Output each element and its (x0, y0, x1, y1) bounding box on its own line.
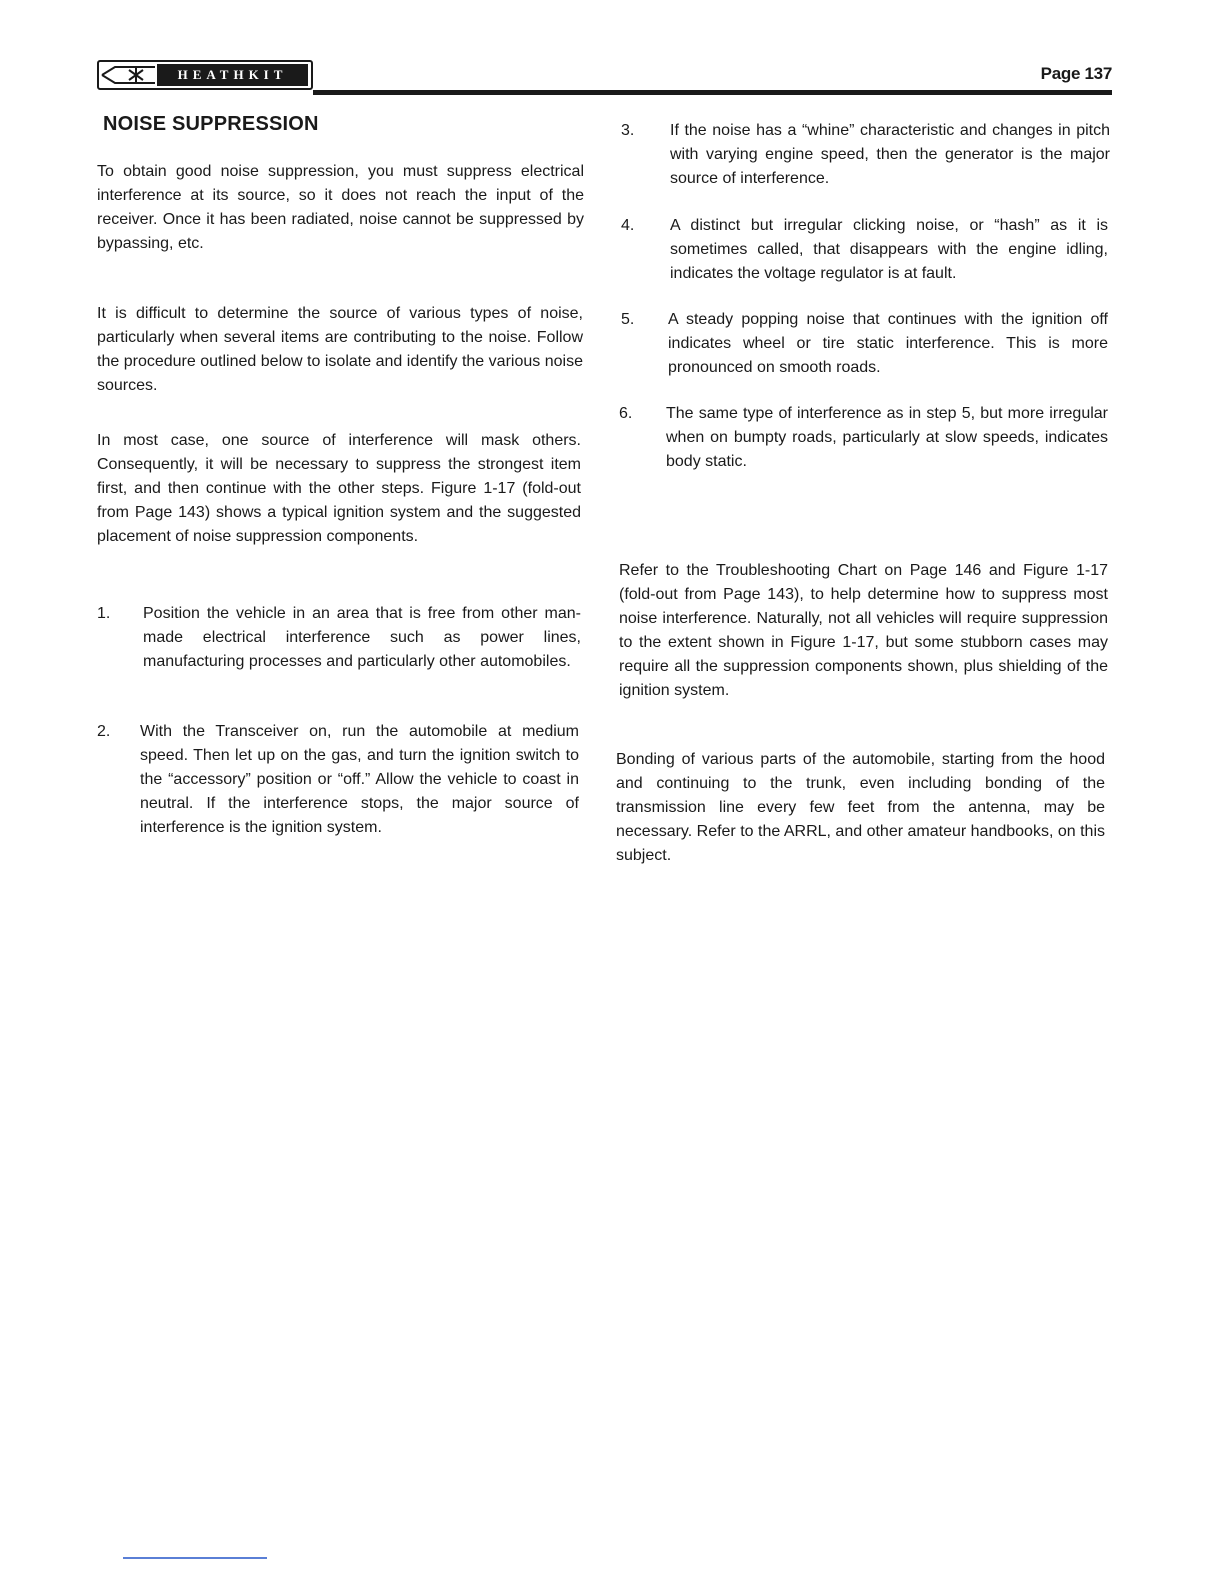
page-number: Page 137 (1040, 64, 1112, 83)
step-text: A distinct but irregular clicking noise, or “hash” as it is sometimes called, that disappears with the engine idling, indicates the voltage regulator is at fault. (670, 217, 1108, 282)
step-text: The same type of interference as in step 5, but more irregular when on bumpty roads, particularly at slow speeds, indicates body static. (666, 405, 1108, 470)
heathkit-logo (97, 60, 313, 90)
step-text: A steady popping noise that continues with the ignition off indicates wheel or tire static interference. This is more pronounced on smooth roads. (668, 311, 1108, 376)
masking-paragraph: In most case, one source of interference will mask others. Consequently, it will be necessary to suppress the strongest item first, and then continue with the other steps. Figure 1-17 (fold-out from Page 143) shows a typical ignition system and the suggested placement of noise suppression components. (97, 432, 581, 545)
step-3 (621, 119, 1110, 191)
step-text: With the Transceiver on, run the automobile at medium speed. Then let up on the gas, and turn the ignition switch to the “accessory” position or “off.” Allow the vehicle to coast in neutral. If the interference stops, the major source of interference is the ignition system. (140, 723, 579, 836)
section-title: NOISE SUPPRESSION (103, 113, 319, 135)
step-2 (97, 720, 579, 866)
step-text: If the noise has a “whine” characteristic and changes in pitch with varying engine speed, then the generator is the major source of interference. (670, 122, 1110, 187)
step-number: 3. (621, 122, 635, 139)
heathkit-emblem-icon (99, 62, 157, 88)
step-number: 5. (621, 311, 635, 328)
bonding-paragraph: Bonding of various parts of the automobile, starting from the hood and continuing to the trunk, even including bonding of the transmission line every few feet from the antenna, may be necessary. Refer to the ARRL, and other amateur handbooks, on this subject. (616, 751, 1105, 864)
step-5 (621, 308, 1108, 380)
brand-name: HEATHKIT (157, 64, 308, 86)
step-number: 2. (97, 723, 111, 740)
difficulty-paragraph: It is difficult to determine the source of various types of noise, particularly when several items are contributing to the noise. Follow the procedure outlined below to isolate and identify the various noise sources. (97, 305, 583, 394)
step-4 (621, 214, 1108, 286)
step-6 (619, 402, 1108, 474)
step-1 (97, 602, 581, 698)
step-number: 4. (621, 217, 635, 234)
troubleshooting-paragraph: Refer to the Troubleshooting Chart on Page 146 and Figure 1-17 (fold-out from Page 143), to help determine how to suppress most noise interference. Naturally, not all vehicles will require suppression to the extent shown in Figure 1-17, but some stubborn cases may require all the suppression components shown, plus shielding of the ignition system. (619, 562, 1108, 699)
header-rule (313, 90, 1112, 95)
step-number: 6. (619, 405, 633, 422)
step-text: Position the vehicle in an area that is free from other man-made electrical interference such as power lines, manufacturing processes and particularly other automobiles. (143, 605, 581, 670)
intro-paragraph: To obtain good noise suppression, you must suppress electrical interference at its source, so it does not reach the input of the receiver. Once it has been radiated, noise cannot be suppressed by bypassing, etc. (97, 163, 584, 252)
footer-link-underline (123, 1557, 267, 1559)
step-number: 1. (97, 605, 111, 622)
